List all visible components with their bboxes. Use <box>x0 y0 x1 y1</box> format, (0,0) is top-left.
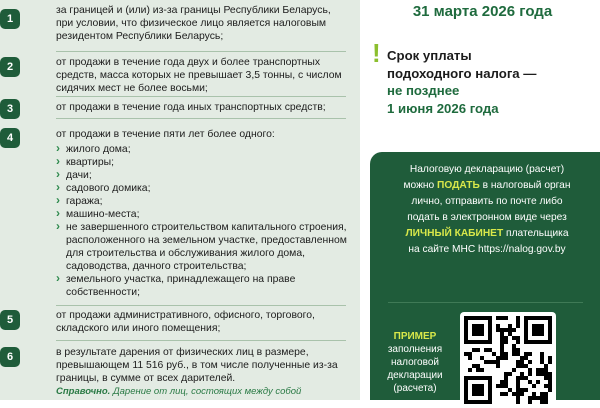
separator <box>56 340 346 341</box>
note-label: Справочно. <box>56 386 111 397</box>
separator <box>56 51 346 52</box>
example-label: ПРИМЕР <box>393 331 437 342</box>
declaration-deadline-date: 31 марта 2026 года <box>412 3 553 20</box>
note-text: Дарение от лиц, состоящих между собой <box>112 386 302 397</box>
property-list <box>56 143 348 299</box>
list-item: › машино-места; <box>56 208 348 221</box>
item-number-3: 3 <box>0 99 20 119</box>
item-number-6: 6 <box>0 347 20 367</box>
item-text-4-intro: от продажи в течение пяти лет более одного: <box>56 129 275 140</box>
item-number-4: 4 <box>0 128 20 148</box>
info-text: можно <box>403 180 435 191</box>
example-line: (расчета) <box>393 383 437 394</box>
list-item: › жилого дома; <box>56 143 348 156</box>
qr-code[interactable] <box>460 312 556 408</box>
list-item: › гаража; <box>56 195 348 208</box>
qr-code-icon <box>464 316 552 404</box>
info-highlight: ЛИЧНЫЙ КАБИНЕТ <box>405 228 504 239</box>
website-link[interactable]: https://nalog.gov.by <box>478 244 566 255</box>
deadline-line: не позднее <box>387 83 460 98</box>
example-line: заполнения <box>387 344 443 355</box>
info-line <box>383 178 591 194</box>
payment-deadline <box>387 47 592 117</box>
divider <box>388 302 583 303</box>
info-text: плательщика <box>506 228 569 239</box>
list-item: › дачи; <box>56 169 348 182</box>
item-number-2: 2 <box>0 57 20 77</box>
item-text-4 <box>56 128 348 299</box>
item-number-1: 1 <box>0 9 20 29</box>
example-caption <box>372 330 458 395</box>
list-item: › не завершенного строительством капитального строения, расположенного на земельном участке, предоставленном для строительства и обслуживания жилого дома, садоводства, дачного строительства; <box>56 221 348 273</box>
item-number-5: 5 <box>0 310 20 330</box>
item-text-6: в результате дарения от физических лиц в размере, превышающем 11 516 руб., в том числе полученные из-за границы, в сумме от всех дарителей. <box>56 347 338 384</box>
info-highlight: ПОДАТЬ <box>437 180 480 191</box>
exclamation-icon: ! <box>372 38 381 68</box>
item-text-5: от продажи административного, офисного, торгового, складского или иного помещения; <box>56 310 315 334</box>
list-item: › садового домика; <box>56 182 348 195</box>
separator <box>56 305 346 306</box>
list-item: › квартиры; <box>56 156 348 169</box>
info-line: лично, отправить по почте либо <box>411 196 563 207</box>
info-line <box>383 226 591 242</box>
separator <box>56 96 346 97</box>
deadline-date: 1 июня 2026 года <box>387 100 499 116</box>
info-text: в налоговый орган <box>482 180 571 191</box>
item-text-1: за границей и (или) из-за границы Республики Беларусь, при условии, что физическое лицо является налоговым резидентом Республики Беларусь; <box>56 5 331 42</box>
example-line: декларации <box>387 370 443 381</box>
item-text-2: от продажи в течение года двух и более транспортных средств, масса которых не превышает 3,5 тонны, с числом сидячих мест не более восьми; <box>56 57 342 94</box>
info-text: на сайте МНС <box>408 244 476 255</box>
item-text-3: от продажи в течение года иных транспортных средств; <box>56 102 326 113</box>
separator <box>56 118 346 119</box>
info-line: Налоговую декларацию (расчет) <box>409 164 565 175</box>
info-line <box>383 242 591 258</box>
list-item: › земельного участка, принадлежащего на праве собственности; <box>56 273 348 299</box>
submission-info-text <box>383 162 591 258</box>
deadline-line: Срок уплаты <box>387 48 472 63</box>
info-line: подать в электронном виде через <box>407 212 567 223</box>
example-line: налоговой <box>391 357 439 368</box>
reference-note <box>56 386 356 397</box>
deadline-line: подоходного налога — <box>387 65 537 81</box>
